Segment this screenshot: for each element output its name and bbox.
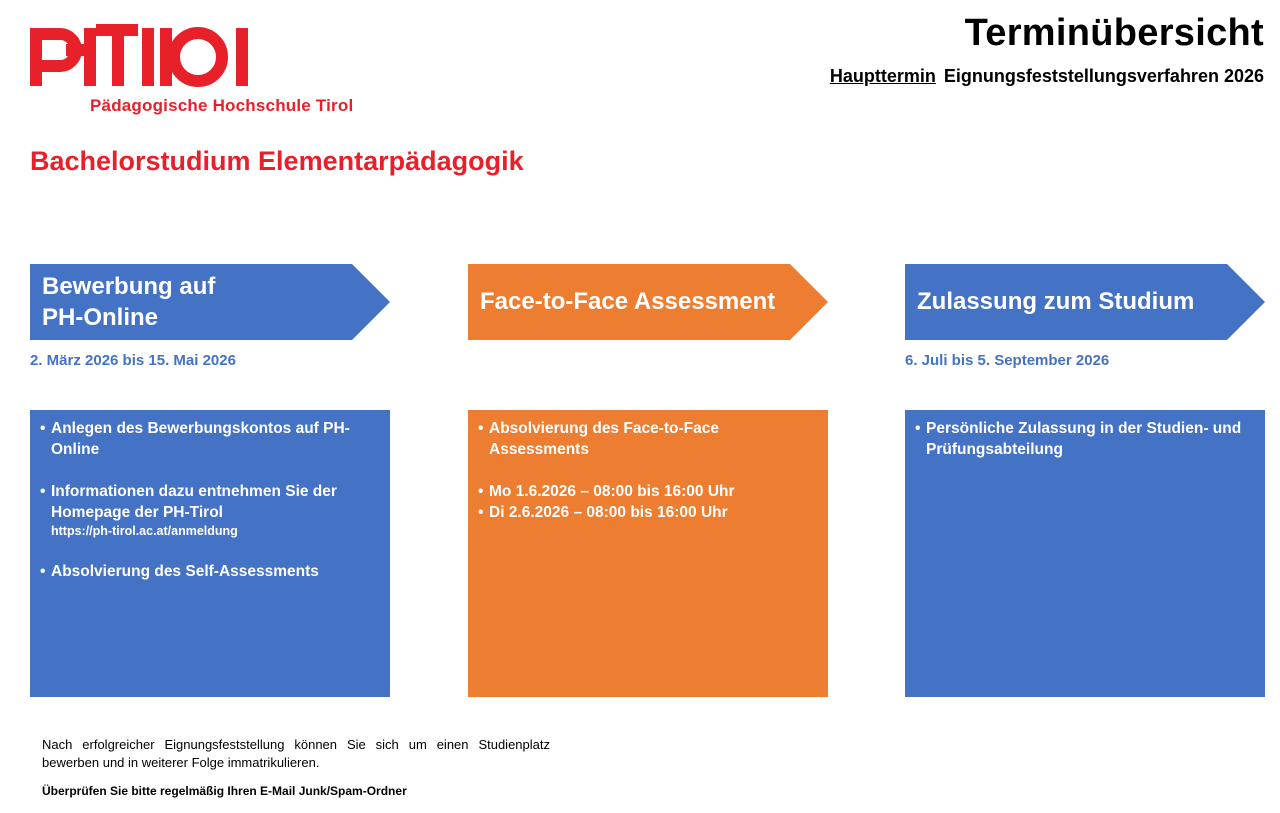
step-1-title-line1: Bewerbung auf	[42, 273, 216, 300]
logo-subtitle: Pädagogische Hochschule Tirol	[90, 96, 354, 115]
step-3-date: 6. Juli bis 5. September 2026	[905, 352, 1110, 369]
footer-note: Überprüfen Sie bitte regelmäßig Ihren E-Mail Junk/Spam-Ordner	[42, 784, 407, 798]
ph-tirol-wordmark	[30, 22, 260, 90]
list-item	[478, 481, 818, 502]
step-2-item-3: Di 2.6.2026 – 08:00 bis 16:00 Uhr	[489, 504, 728, 521]
step-3-arrow	[905, 264, 1265, 340]
step-1-item-3: Absolvierung des Self-Assessments	[51, 563, 319, 580]
step-3-title: Zulassung zum Studium	[917, 288, 1195, 315]
step-1-arrow	[30, 264, 390, 340]
subtitle-haupttermin: Haupttermin	[829, 66, 936, 86]
step-1-item-1: Anlegen des Bewerbungskontos auf PH-Online	[51, 420, 350, 458]
step-2-title: Face-to-Face Assessment	[480, 288, 776, 315]
step-1-details	[30, 410, 390, 697]
list-item	[478, 418, 818, 460]
step-2-arrow	[468, 264, 828, 340]
step-3-item-1: Persönliche Zulassung in der Studien- und Prüfungsabteilung	[926, 420, 1242, 458]
page-subtitle	[830, 66, 1264, 87]
step-3-details	[905, 410, 1265, 697]
program-title: Bachelorstudium Elementarpädagogik	[30, 146, 524, 176]
list-item	[40, 418, 380, 460]
step-2-item-2: Mo 1.6.2026 – 08:00 bis 16:00 Uhr	[489, 483, 735, 500]
step-1-date: 2. März 2026 bis 15. Mai 2026	[30, 352, 236, 369]
bullet-icon: •	[40, 420, 46, 437]
step-1-item-2: Informationen dazu entnehmen Sie der Homepage der PH-Tirol	[51, 483, 337, 521]
anmeldung-link[interactable]: https://ph-tirol.ac.at/anmeldung	[51, 524, 238, 538]
bullet-icon: •	[478, 504, 484, 521]
list-item	[478, 502, 818, 523]
footer-text: Nach erfolgreicher Eignungsfeststellung können Sie sich um einen Studienplatz bewerben und in weiterer Folge immatrikulieren.	[42, 737, 550, 770]
page-title: Terminübersicht	[964, 12, 1264, 54]
subtitle-procedure: Eignungsfeststellungsverfahren 2026	[943, 66, 1264, 86]
bullet-icon: •	[478, 483, 484, 500]
list-item	[40, 561, 380, 582]
list-item	[40, 481, 380, 540]
step-2-item-1: Absolvierung des Face-to-Face Assessments	[489, 420, 719, 458]
bullet-icon: •	[478, 420, 484, 437]
ph-tirol-logo	[30, 22, 354, 118]
step-1-title-line2: PH-Online	[42, 304, 159, 331]
list-item	[915, 418, 1255, 460]
bullet-icon: •	[915, 420, 921, 437]
bullet-icon: •	[40, 483, 46, 500]
bullet-icon: •	[40, 563, 46, 580]
step-2-details	[468, 410, 828, 697]
